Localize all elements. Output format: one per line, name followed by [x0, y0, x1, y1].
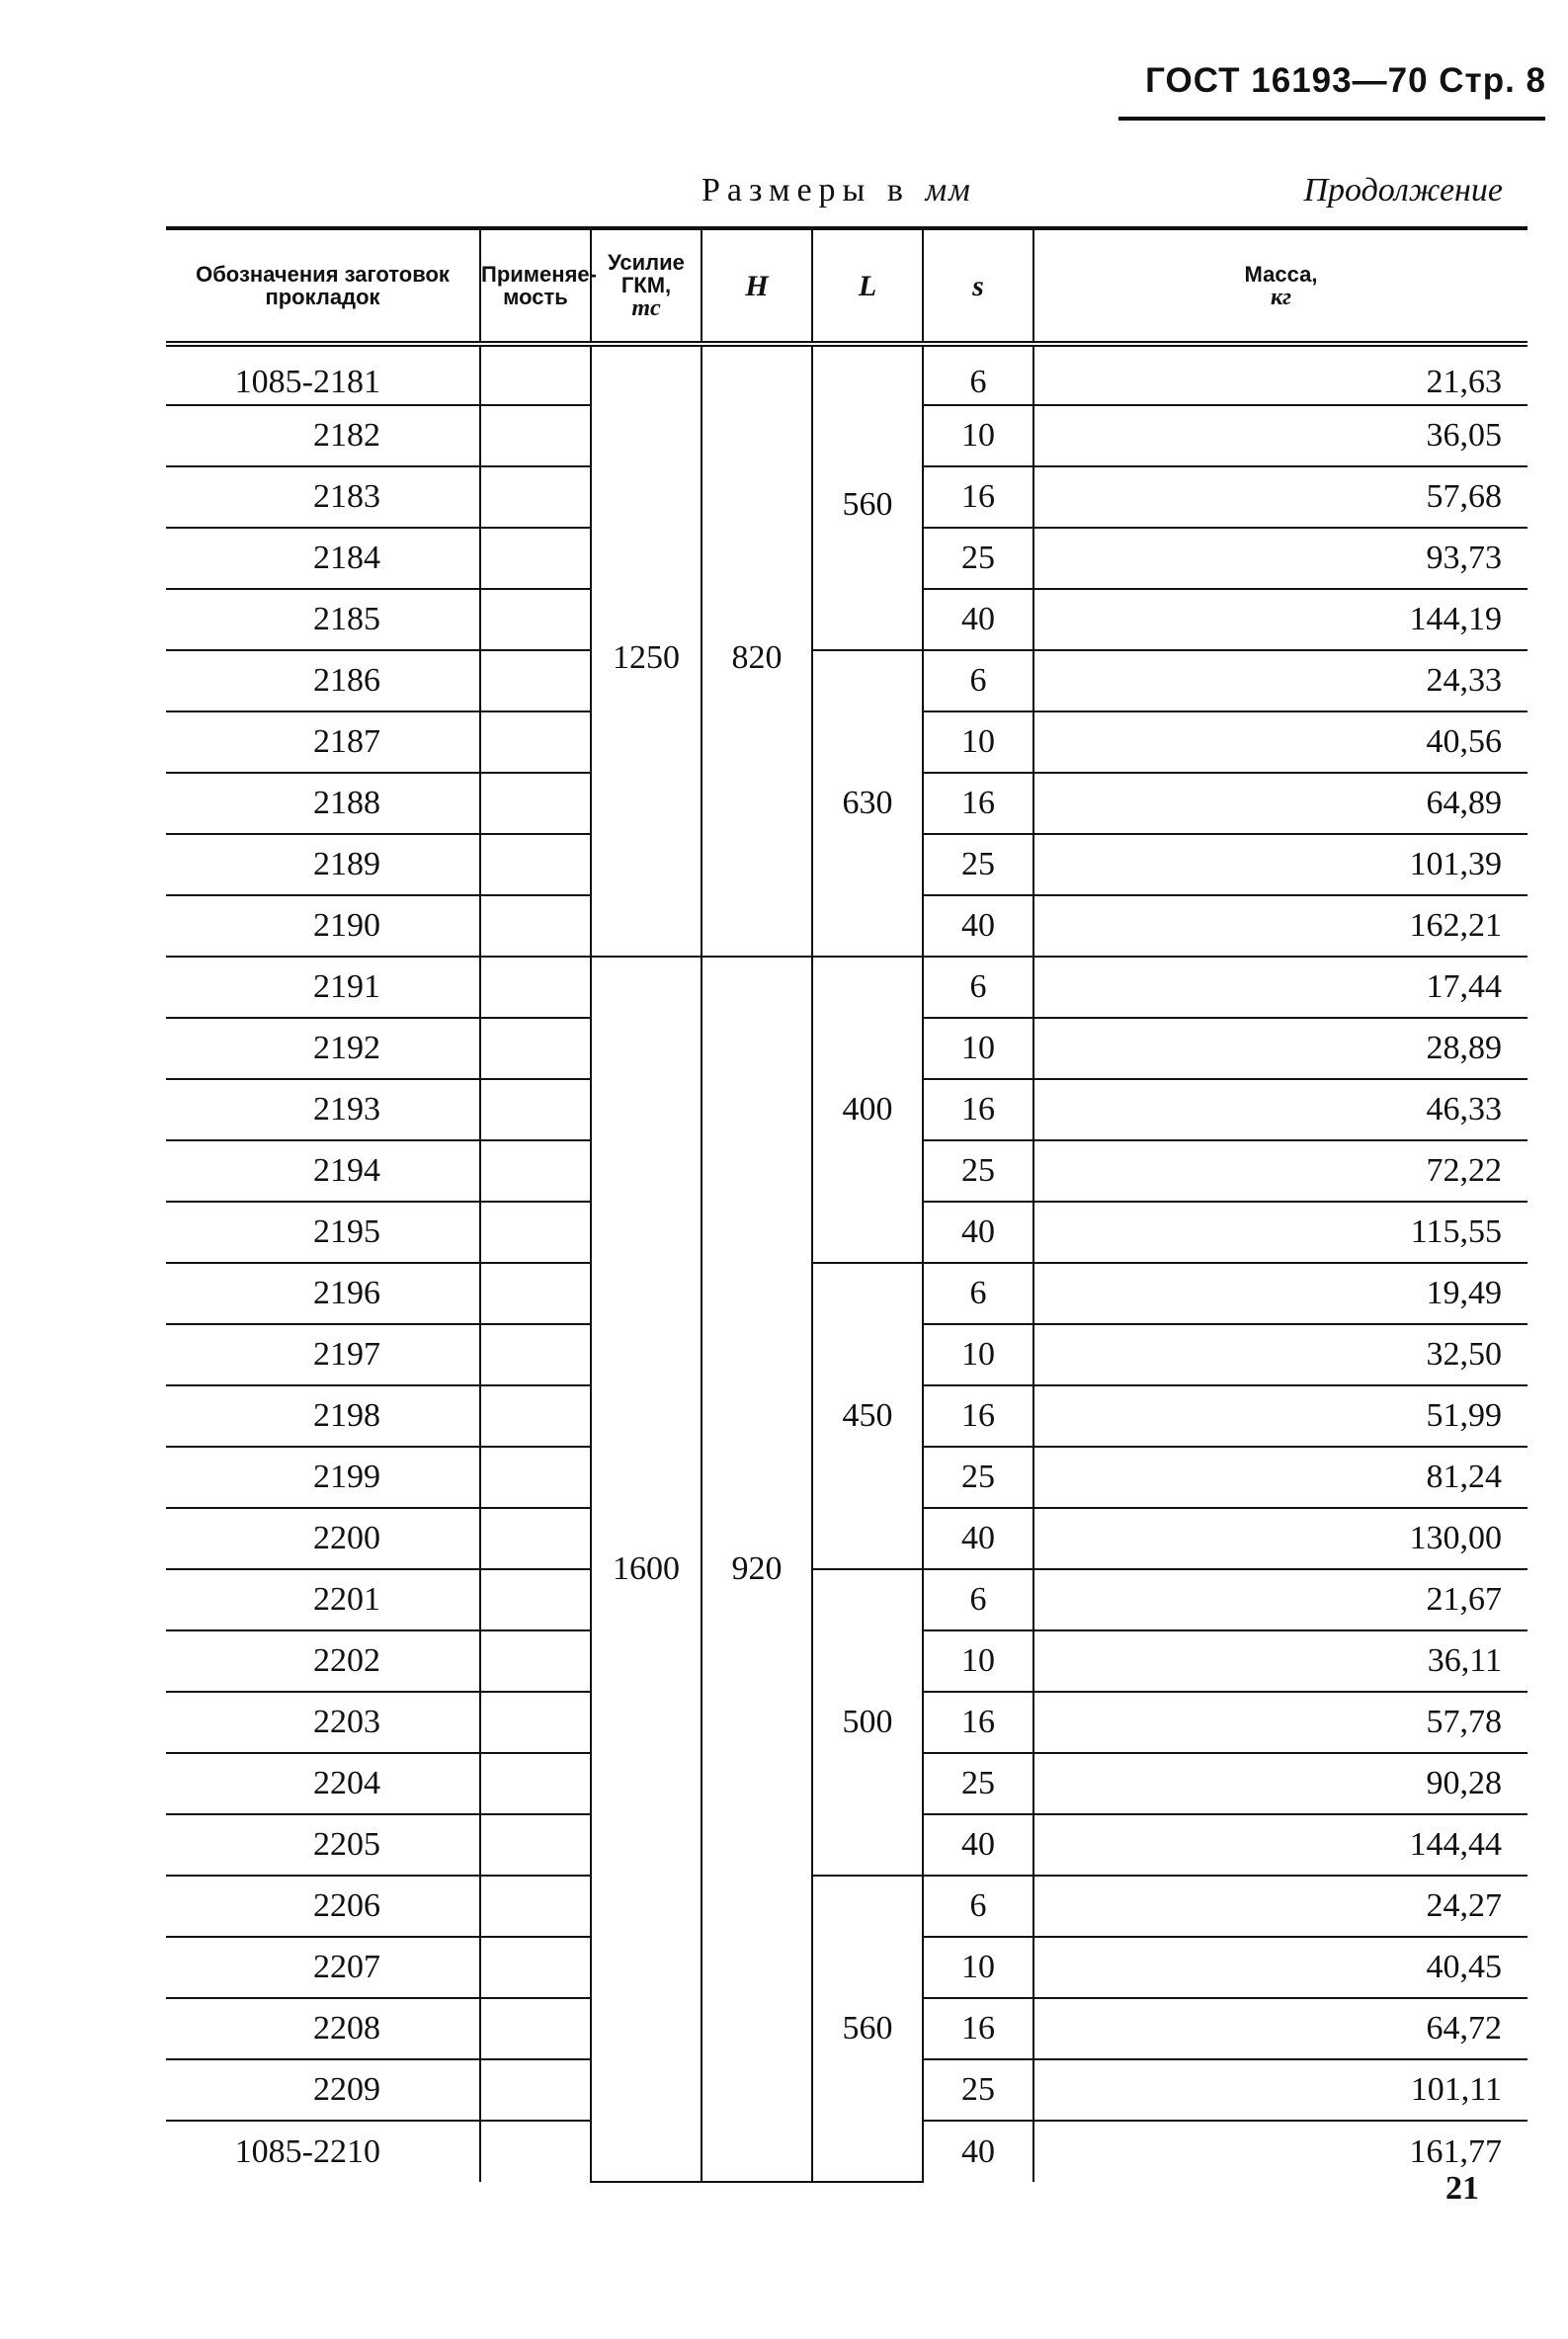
table-row — [166, 957, 1527, 1018]
cell-code: 2201 — [166, 1569, 480, 1630]
cell-code: 2207 — [166, 1937, 480, 1998]
cell-h: 820 — [701, 344, 812, 957]
cell-mass: 21,63 — [1033, 344, 1527, 405]
cell-code: 2205 — [166, 1814, 480, 1876]
cell-force: 1250 — [591, 344, 701, 957]
cell-mass: 161,77 — [1033, 2121, 1527, 2182]
cell-mass: 101,11 — [1033, 2059, 1527, 2121]
cell-code: 2187 — [166, 711, 480, 773]
force-unit: тс — [631, 295, 661, 321]
cell-code: 2197 — [166, 1324, 480, 1385]
cell-applicability — [480, 1447, 591, 1508]
cell-code: 2203 — [166, 1692, 480, 1753]
cell-h: 920 — [701, 957, 812, 2182]
cell-code: 2209 — [166, 2059, 480, 2121]
cell-applicability — [480, 2121, 591, 2182]
cell-l: 450 — [812, 1263, 923, 1569]
cell-s: 10 — [923, 1018, 1033, 1079]
cell-s: 6 — [923, 650, 1033, 711]
cell-applicability — [480, 1385, 591, 1447]
cell-force: 1600 — [591, 957, 701, 2182]
cell-l: 630 — [812, 650, 923, 957]
cell-applicability — [480, 344, 591, 405]
cell-mass: 17,44 — [1033, 957, 1527, 1018]
cell-code: 2208 — [166, 1998, 480, 2059]
cell-s: 10 — [923, 1324, 1033, 1385]
cell-s: 40 — [923, 2121, 1033, 2182]
cell-s: 6 — [923, 957, 1033, 1018]
cell-applicability — [480, 1018, 591, 1079]
cell-s: 40 — [923, 1508, 1033, 1569]
cell-code: 2206 — [166, 1876, 480, 1937]
cell-s: 40 — [923, 1814, 1033, 1876]
cell-applicability — [480, 711, 591, 773]
cell-applicability — [480, 1692, 591, 1753]
cell-s: 10 — [923, 405, 1033, 466]
cell-code: 2185 — [166, 589, 480, 650]
table-row — [166, 1569, 1527, 1630]
cell-s: 40 — [923, 1202, 1033, 1263]
cell-code: 2199 — [166, 1447, 480, 1508]
page-label: Стр. 8 — [1439, 61, 1546, 100]
cell-applicability — [480, 895, 591, 957]
cell-s: 16 — [923, 466, 1033, 528]
cell-mass: 21,67 — [1033, 1569, 1527, 1630]
mass-unit: кг — [1270, 284, 1292, 310]
cell-applicability — [480, 589, 591, 650]
col-header-force — [591, 228, 701, 344]
cell-mass: 24,33 — [1033, 650, 1527, 711]
cell-s: 25 — [923, 1447, 1033, 1508]
cell-mass: 24,27 — [1033, 1876, 1527, 1937]
cell-mass: 144,44 — [1033, 1814, 1527, 1876]
col-header-h: H — [701, 228, 812, 344]
cell-mass: 51,99 — [1033, 1385, 1527, 1447]
cell-code: 2192 — [166, 1018, 480, 1079]
caption-text: Размеры в — [701, 172, 910, 209]
cell-mass: 144,19 — [1033, 589, 1527, 650]
cell-mass: 36,11 — [1033, 1630, 1527, 1692]
cell-applicability — [480, 2059, 591, 2121]
cell-s: 10 — [923, 1937, 1033, 1998]
cell-s: 25 — [923, 1140, 1033, 1202]
table-row — [166, 344, 1527, 405]
cell-applicability — [480, 1508, 591, 1569]
cell-applicability — [480, 1937, 591, 1998]
cell-mass: 40,45 — [1033, 1937, 1527, 1998]
cell-mass: 46,33 — [1033, 1079, 1527, 1140]
page-number: 21 — [1445, 2170, 1479, 2207]
cell-applicability — [480, 773, 591, 834]
col-header-code: Обозначения заготовок прокладок — [166, 228, 480, 344]
cell-applicability — [480, 1998, 591, 2059]
cell-mass: 19,49 — [1033, 1263, 1527, 1324]
cell-applicability — [480, 466, 591, 528]
cell-l: 560 — [812, 1876, 923, 2182]
cell-mass: 90,28 — [1033, 1753, 1527, 1814]
cell-s: 25 — [923, 834, 1033, 895]
cell-s: 6 — [923, 1876, 1033, 1937]
cell-mass: 115,55 — [1033, 1202, 1527, 1263]
cell-mass: 28,89 — [1033, 1018, 1527, 1079]
cell-code: 2194 — [166, 1140, 480, 1202]
cell-s: 25 — [923, 528, 1033, 589]
cell-applicability — [480, 1202, 591, 1263]
cell-code: 2189 — [166, 834, 480, 895]
cell-applicability — [480, 1079, 591, 1140]
cell-code: 2193 — [166, 1079, 480, 1140]
table-body — [166, 344, 1527, 2182]
cell-mass: 36,05 — [1033, 405, 1527, 466]
cell-l: 500 — [812, 1569, 923, 1876]
cell-applicability — [480, 528, 591, 589]
cell-code: 2202 — [166, 1630, 480, 1692]
cell-mass: 57,78 — [1033, 1692, 1527, 1753]
cell-s: 25 — [923, 1753, 1033, 1814]
cell-applicability — [480, 1876, 591, 1937]
cell-s: 25 — [923, 2059, 1033, 2121]
cell-s: 40 — [923, 589, 1033, 650]
cell-code: 2183 — [166, 466, 480, 528]
cell-mass: 40,56 — [1033, 711, 1527, 773]
cell-s: 40 — [923, 895, 1033, 957]
cell-code: 2188 — [166, 773, 480, 834]
cell-code: 2200 — [166, 1508, 480, 1569]
cell-mass: 81,24 — [1033, 1447, 1527, 1508]
col-header-l: L — [812, 228, 923, 344]
continuation-label: Продолжение — [1303, 172, 1503, 209]
cell-mass: 162,21 — [1033, 895, 1527, 957]
cell-code: 2184 — [166, 528, 480, 589]
cell-s: 6 — [923, 1569, 1033, 1630]
cell-s: 10 — [923, 711, 1033, 773]
cell-code: 2182 — [166, 405, 480, 466]
page-header — [1145, 61, 1546, 101]
header-rule — [1118, 117, 1545, 121]
gasket-blanks-table — [166, 226, 1527, 2183]
cell-code: 2186 — [166, 650, 480, 711]
table-row — [166, 1876, 1527, 1937]
cell-code: 2195 — [166, 1202, 480, 1263]
cell-code: 2196 — [166, 1263, 480, 1324]
cell-s: 16 — [923, 1385, 1033, 1447]
cell-code: 2191 — [166, 957, 480, 1018]
cell-s: 16 — [923, 1692, 1033, 1753]
dimensions-caption — [701, 172, 972, 209]
table-row — [166, 1263, 1527, 1324]
cell-code: 2198 — [166, 1385, 480, 1447]
cell-s: 16 — [923, 1079, 1033, 1140]
cell-applicability — [480, 1630, 591, 1692]
cell-mass: 72,22 — [1033, 1140, 1527, 1202]
cell-applicability — [480, 1814, 591, 1876]
cell-l: 400 — [812, 957, 923, 1263]
cell-applicability — [480, 1753, 591, 1814]
cell-mass: 101,39 — [1033, 834, 1527, 895]
cell-mass: 32,50 — [1033, 1324, 1527, 1385]
cell-applicability — [480, 957, 591, 1018]
cell-mass: 93,73 — [1033, 528, 1527, 589]
cell-applicability — [480, 650, 591, 711]
cell-s: 10 — [923, 1630, 1033, 1692]
cell-mass: 57,68 — [1033, 466, 1527, 528]
table-row — [166, 650, 1527, 711]
cell-s: 16 — [923, 1998, 1033, 2059]
cell-code: 1085-2210 — [234, 2132, 380, 2170]
table-header-row — [166, 228, 1527, 344]
mass-label: Масса, — [1244, 261, 1318, 287]
caption-unit: мм — [925, 172, 972, 209]
col-header-mass — [1033, 228, 1527, 344]
cell-applicability — [480, 1569, 591, 1630]
cell-mass: 64,72 — [1033, 1998, 1527, 2059]
cell-mass: 64,89 — [1033, 773, 1527, 834]
cell-applicability — [480, 1324, 591, 1385]
standard-number: ГОСТ 16193—70 — [1145, 61, 1429, 100]
col-header-s: s — [923, 228, 1033, 344]
cell-applicability — [480, 1140, 591, 1202]
cell-code: 1085-2181 — [166, 344, 480, 405]
cell-s: 16 — [923, 773, 1033, 834]
cell-applicability — [480, 405, 591, 466]
cell-code: 2204 — [166, 1753, 480, 1814]
col-header-applicability: Применяе-мость — [480, 228, 591, 344]
force-label: Усилие ГКМ, — [608, 250, 685, 297]
cell-applicability — [480, 834, 591, 895]
cell-applicability — [480, 1263, 591, 1324]
cell-l: 560 — [812, 344, 923, 650]
cell-code: 2190 — [166, 895, 480, 957]
cell-s: 6 — [923, 1263, 1033, 1324]
cell-mass: 130,00 — [1033, 1508, 1527, 1569]
cell-s: 6 — [923, 344, 1033, 405]
